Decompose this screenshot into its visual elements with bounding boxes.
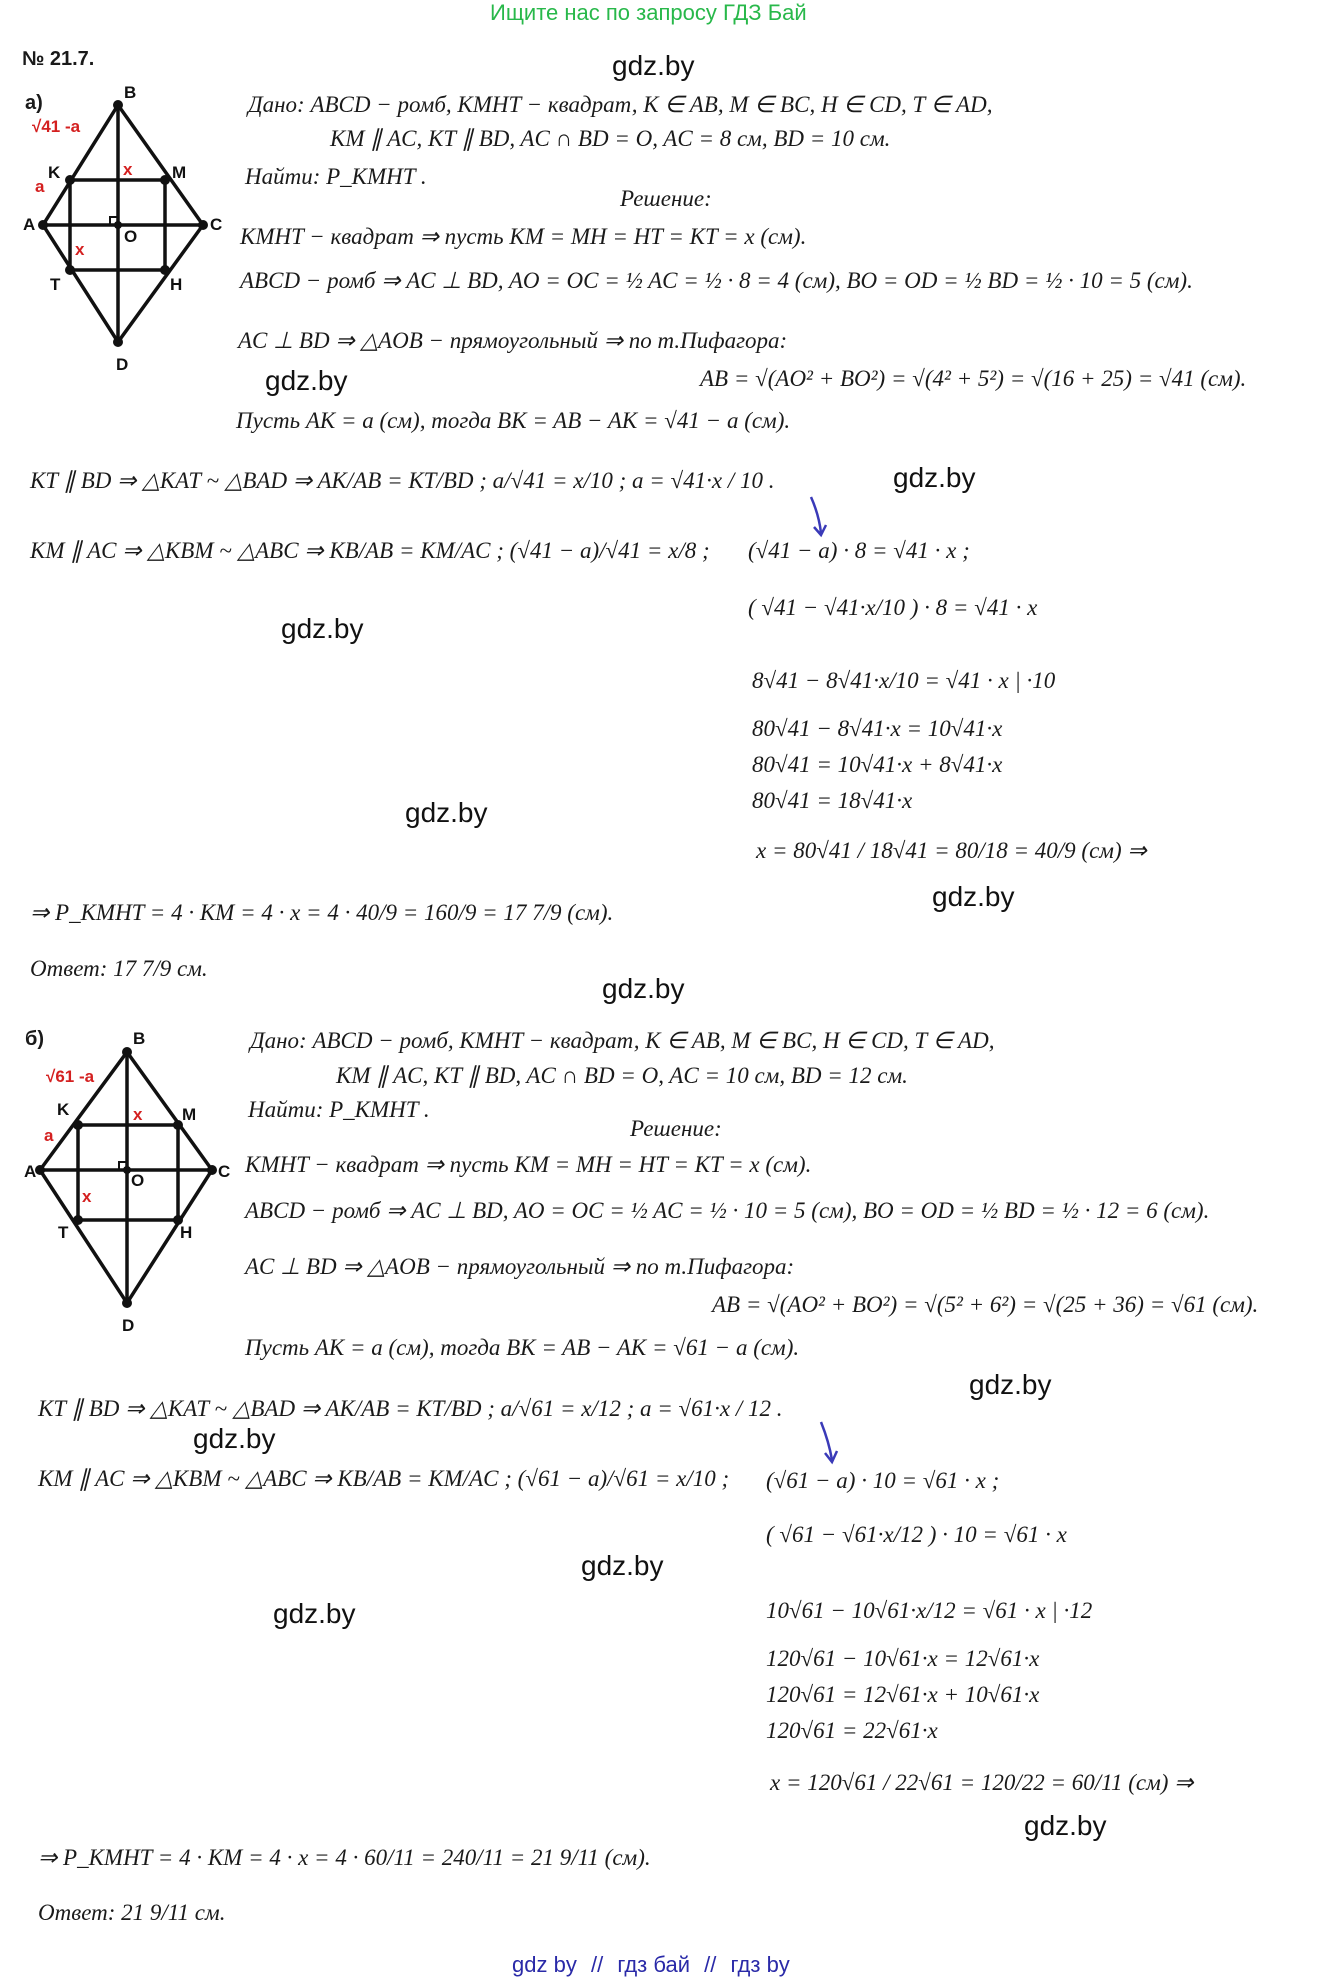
solution-step: AB = √(AO² + BO²) = √(5² + 6²) = √(25 + 36) = √61 (см). <box>712 1292 1259 1317</box>
label-a: a <box>44 1126 54 1145</box>
solution-step: AC ⊥ BD ⇒ △AOB − прямоугольный ⇒ по т.Пифагора: <box>238 328 788 353</box>
solution-step: KT ∥ BD ⇒ △KAT ~ △BAD ⇒ AK/AB = KT/BD ; a/√61 = x/12 ; a = √61·x / 12 . <box>38 1396 783 1421</box>
equation-step: 80√41 = 18√41·x <box>752 788 913 813</box>
answer-b: Ответ: 21 9/11 см. <box>38 1900 226 1925</box>
part-b-label: б) <box>25 1028 45 1050</box>
given-line-1: Дано: ABCD − ромб, KMHT − квадрат, K ∈ AB, M ∈ BC, H ∈ CD, T ∈ AD, <box>250 1028 995 1053</box>
watermark: gdz.by <box>969 1369 1052 1400</box>
rhombus-diagram-a <box>20 80 240 380</box>
vertex-d: D <box>116 355 129 374</box>
equation-step: 10√61 − 10√61·x/12 = √61 · x | ·12 <box>766 1598 1093 1623</box>
watermark: gdz.by <box>581 1550 664 1581</box>
part-a-label: а) <box>25 92 43 114</box>
solution-step: Пусть AK = a (см), тогда BK = AB − AK = √61 − a (см). <box>245 1335 800 1360</box>
solution-step: AC ⊥ BD ⇒ △AOB − прямоугольный ⇒ по т.Пифагора: <box>245 1254 795 1279</box>
solution-step: KMHT − квадрат ⇒ пусть KM = MH = HT = KT = x (см). <box>245 1152 812 1177</box>
find-line: Найти: P_KMHT . <box>248 1097 430 1122</box>
footer-link[interactable]: гдз by <box>730 1952 790 1977</box>
equation-step: 120√61 = 22√61·x <box>766 1718 938 1743</box>
given-line-2: KM ∥ AC, KT ∥ BD, AC ∩ BD = O, AC = 10 см, BD = 12 см. <box>336 1063 908 1088</box>
label-a: a <box>35 177 45 196</box>
given-line-1: Дано: ABCD − ромб, KMHT − квадрат, K ∈ AB, M ∈ BC, H ∈ CD, T ∈ AD, <box>248 92 993 117</box>
watermark: gdz.by <box>932 881 1015 912</box>
watermark: gdz.by <box>893 462 976 493</box>
solution-step: ABCD − ромб ⇒ AC ⊥ BD, AO = OC = ½ AC = ½ · 10 = 5 (см), BO = OD = ½ BD = ½ · 12 = 6 (см). <box>245 1198 1210 1223</box>
solution-step: ABCD − ромб ⇒ AC ⊥ BD, AO = OC = ½ AC = ½ · 8 = 4 (см), BO = OD = ½ BD = ½ · 10 = 5 (см). <box>240 268 1193 293</box>
footer-link[interactable]: gdz by <box>512 1952 577 1977</box>
hint-arrow <box>815 1420 845 1468</box>
solution-step: KM ∥ AC ⇒ △KBM ~ △ABC ⇒ KB/AB = KM/AC ; (√61 − a)/√61 = x/10 ; <box>38 1466 730 1491</box>
point-k: K <box>48 163 61 182</box>
label-root41-minus-a: √41 -a <box>32 117 81 136</box>
solution-step: Пусть AK = a (см), тогда BK = AB − AK = √41 − a (см). <box>236 408 791 433</box>
point-t: T <box>58 1223 69 1242</box>
equation-step: 80√41 = 10√41·x + 8√41·x <box>752 752 1003 777</box>
vertex-a: A <box>23 215 36 234</box>
solution-step: KMHT − квадрат ⇒ пусть KM = MH = HT = KT = x (см). <box>240 224 807 249</box>
vertex-a: A <box>24 1162 37 1181</box>
equation-step: 8√41 − 8√41·x/10 = √41 · x | ·10 <box>752 668 1056 693</box>
label-x: x <box>133 1105 143 1124</box>
hint-arrow <box>805 495 835 540</box>
vertex-c: C <box>210 215 223 234</box>
perimeter-step: ⇒ P_KMHT = 4 · KM = 4 · x = 4 · 60/11 = 240/11 = 21 9/11 (см). <box>38 1845 651 1870</box>
label-x: x <box>82 1187 92 1206</box>
point-h: H <box>180 1223 193 1242</box>
solution-step: KT ∥ BD ⇒ △KAT ~ △BAD ⇒ AK/AB = KT/BD ; a/√41 = x/10 ; a = √41·x / 10 . <box>30 468 775 493</box>
watermark: gdz.by <box>273 1598 356 1629</box>
equation-step: ( √41 − √41·x/10 ) · 8 = √41 · x <box>748 595 1038 620</box>
watermark: gdz.by <box>193 1423 276 1454</box>
point-m: M <box>172 163 187 182</box>
answer-a: Ответ: 17 7/9 см. <box>30 956 208 981</box>
point-h: H <box>170 275 183 294</box>
point-k: K <box>57 1100 70 1119</box>
watermark: gdz.by <box>612 50 695 81</box>
equation-step: (√41 − a) · 8 = √41 · x ; <box>748 538 970 563</box>
given-line-2: KM ∥ AC, KT ∥ BD, AC ∩ BD = O, AC = 8 см, BD = 10 см. <box>330 126 891 151</box>
equation-step: 80√41 − 8√41·x = 10√41·x <box>752 716 1003 741</box>
point-m: M <box>182 1105 197 1124</box>
equation-step: x = 80√41 / 18√41 = 80/18 = 40/9 (см) ⇒ <box>756 838 1147 863</box>
solution-step: KM ∥ AC ⇒ △KBM ~ △ABC ⇒ KB/AB = KM/AC ; (√41 − a)/√41 = x/8 ; <box>30 538 710 563</box>
vertex-c: C <box>218 1162 231 1181</box>
footer-link[interactable]: гдз бай <box>617 1952 691 1977</box>
point-o: O <box>124 227 138 246</box>
rhombus-diagram-b <box>20 1020 240 1335</box>
perimeter-step: ⇒ P_KMHT = 4 · KM = 4 · x = 4 · 40/9 = 160/9 = 17 7/9 (см). <box>30 900 614 925</box>
find-line: Найти: P_KMHT . <box>245 164 427 189</box>
watermark: gdz.by <box>265 365 348 396</box>
solution-heading: Решение: <box>620 186 712 211</box>
solution-step: AB = √(AO² + BO²) = √(4² + 5²) = √(16 + 25) = √41 (см). <box>700 366 1247 391</box>
solution-heading: Решение: <box>630 1116 722 1141</box>
equation-step: (√61 − a) · 10 = √61 · x ; <box>766 1468 1000 1493</box>
vertex-b: B <box>124 83 137 102</box>
footer-separator: // <box>590 1952 604 1977</box>
watermark: gdz.by <box>1024 1810 1107 1841</box>
watermark: gdz.by <box>281 613 364 644</box>
label-x: x <box>75 240 85 259</box>
equation-step: ( √61 − √61·x/12 ) · 10 = √61 · x <box>766 1522 1067 1547</box>
top-banner: Ищите нас по запросу ГДЗ Бай <box>490 0 807 25</box>
watermark: gdz.by <box>602 973 685 1004</box>
point-o: O <box>131 1171 145 1190</box>
equation-step: 120√61 = 12√61·x + 10√61·x <box>766 1682 1040 1707</box>
label-x: x <box>123 160 133 179</box>
footer-separator: // <box>704 1952 717 1977</box>
vertex-d: D <box>122 1316 135 1335</box>
footer-links <box>512 1952 790 1978</box>
point-t: T <box>50 275 61 294</box>
equation-step: x = 120√61 / 22√61 = 120/22 = 60/11 (см) ⇒ <box>770 1770 1194 1795</box>
problem-number: № 21.7. <box>22 48 95 70</box>
label-root61-minus-a: √61 -a <box>46 1067 95 1086</box>
watermark: gdz.by <box>405 797 488 828</box>
vertex-b: B <box>133 1029 146 1048</box>
equation-step: 120√61 − 10√61·x = 12√61·x <box>766 1646 1040 1671</box>
